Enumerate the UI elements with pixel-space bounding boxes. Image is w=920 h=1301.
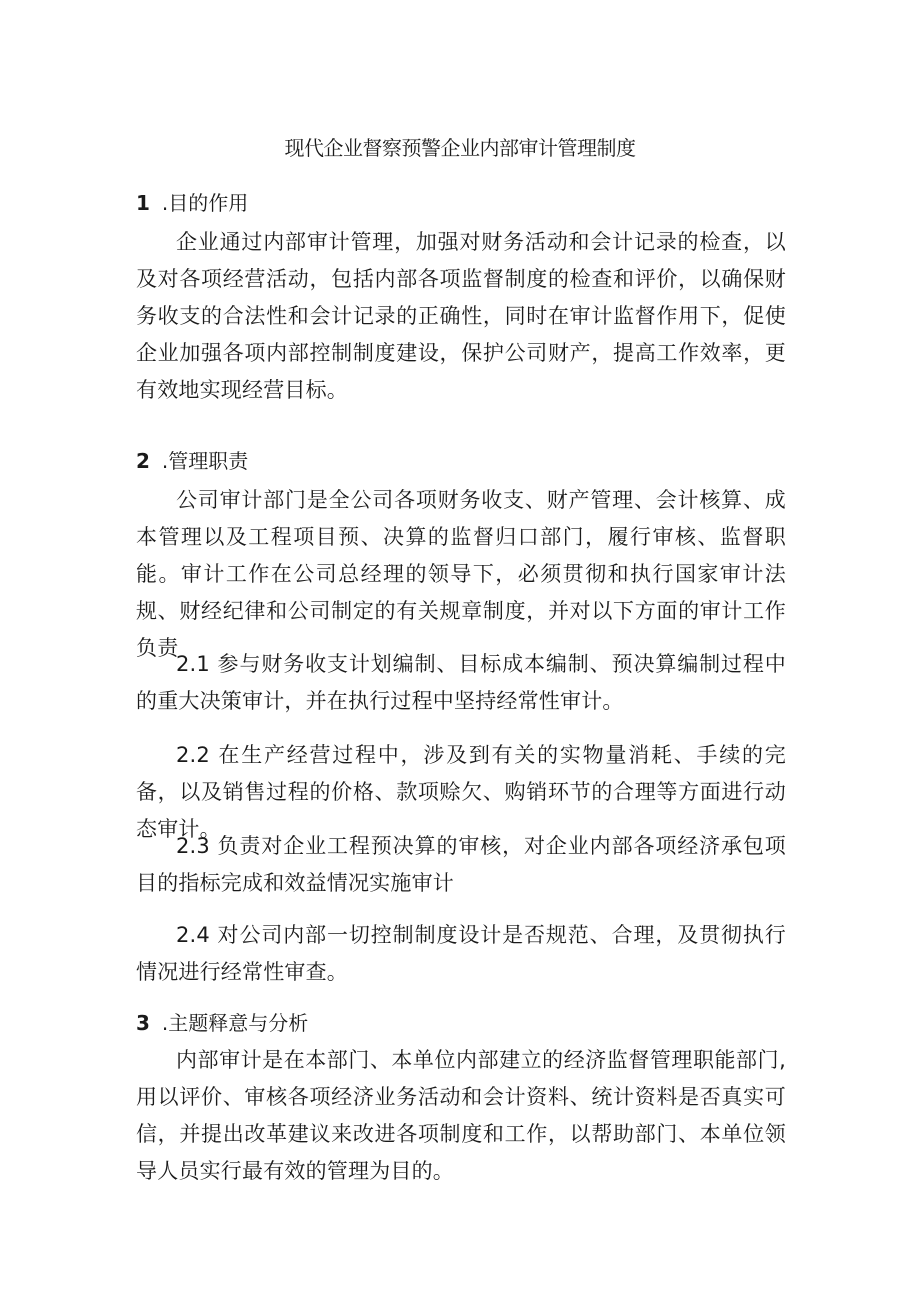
section-1-heading xyxy=(136,188,248,218)
section-2-item-2-1: 2.1 参与财务收支计划编制、目标成本编制、预决算编制过程中的重大决策审计，并在执行过程中坚持经常性审计。 xyxy=(136,652,786,713)
section-3-paragraph: 内部审计是在本部门、本单位内部建立的经济监督管理职能部门,用以评价、审核各项经济业务活动和会计资料、统计资料是否真实可信，并提出改革建议来改进各项制度和工作，以帮助部门、本单位领导人员实行最有效的管理为目的。 xyxy=(136,1048,786,1183)
section-3-number: 3 xyxy=(136,1011,150,1035)
section-2-number: 2 xyxy=(136,449,150,473)
section-2-item-2-2: 2.2 在生产经营过程中，涉及到有关的实物量消耗、手续的完备，以及销售过程的价格、款项赊欠、购销环节的合理等方面进行动态审计。 xyxy=(136,743,786,841)
section-2-paragraph: 公司审计部门是全公司各项财务收支、财产管理、会计核算、成本管理以及工程项目预、决算的监督归口部门，履行审核、监督职能。审计工作在公司总经理的领导下，必须贯彻和执行国家审计法规、财经纪律和公司制定的有关规章制度，并对以下方面的审计工作负责 xyxy=(136,488,786,660)
section-3-title: .主题释意与分析 xyxy=(161,1011,309,1035)
section-1-number: 1 xyxy=(136,191,150,215)
section-1-title: .目的作用 xyxy=(161,191,249,215)
document-title: 现代企业督察预警企业内部审计管理制度 xyxy=(284,136,636,160)
section-2-heading xyxy=(136,446,248,476)
section-1-paragraph: 企业通过内部审计管理，加强对财务活动和会计记录的检查，以及对各项经营活动，包括内部各项监督制度的检查和评价，以确保财务收支的合法性和会计记录的正确性，同时在审计监督作用下，促使企业加强各项内部控制制度建设，保护公司财产，提高工作效率，更有效地实现经营目标。 xyxy=(136,230,786,402)
section-3-heading xyxy=(136,1008,308,1038)
section-2-item-2-4: 2.4 对公司内部一切控制制度设计是否规范、合理，及贯彻执行情况进行经常性审查。 xyxy=(136,923,786,984)
section-2-title: .管理职责 xyxy=(161,449,249,473)
section-2-item-2-3: 2.3 负责对企业工程预决算的审核，对企业内部各项经济承包项目的指标完成和效益情况实施审计 xyxy=(136,834,786,895)
